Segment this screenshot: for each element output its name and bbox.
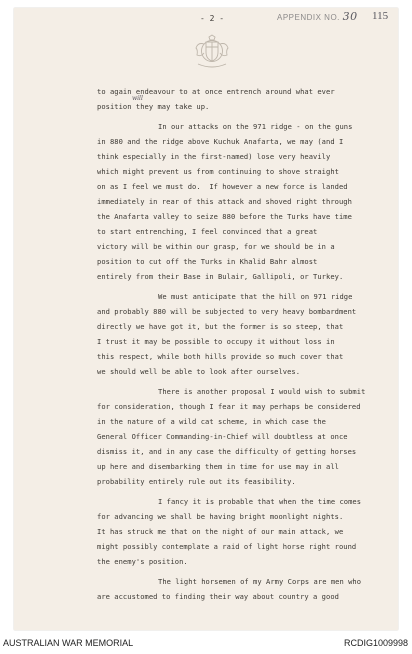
text-line: probability entirely rule out its feasibility.: [97, 477, 296, 486]
text-line: to again endeavour to at once entrench around what ever: [97, 87, 335, 96]
text-line: and probably 880 will be subjected to very heavy bombardment: [97, 307, 357, 316]
text-line: entirely from their Base in Bulair, Gallipoli, or Turkey.: [97, 272, 344, 281]
text-line: to start entrenching, I feel convinced that a great: [97, 227, 318, 236]
text-line: which might prevent us from continuing to shove straight: [97, 167, 339, 176]
text-line: think especially in the first-named) lose very heavily: [97, 152, 331, 161]
text-line: In our attacks on the 971 ridge - on the guns: [158, 122, 353, 131]
text-line: are accustomed to finding their way about country a good: [97, 592, 339, 601]
text-line: There is another proposal I would wish to submit: [158, 387, 366, 396]
text-line: this respect, while both hills provide so much cover that: [97, 352, 344, 361]
text-line: The light horsemen of my Army Corps are men who: [158, 577, 362, 586]
folio-number: 115: [372, 10, 389, 22]
text-line: I fancy it is probable that when the time comes: [158, 497, 362, 506]
text-line: on as I feel we must do. If however a new force is landed: [97, 182, 348, 191]
text-line: It has struck me that on the night of our main attack, we: [97, 527, 344, 536]
text-line: immediately in rear of this attack and shoved right through: [97, 197, 352, 206]
text-line: dismiss it, and in any case the difficulty of getting horses: [97, 447, 357, 456]
text-line: up here and disembarking them in time for use may in all: [97, 462, 339, 471]
text-line: for advancing we shall be having bright moonlight nights.: [97, 512, 344, 521]
text-line: position they may take up.: [97, 102, 210, 111]
appendix-stamp: [277, 10, 358, 23]
text-line: for consideration, though I fear it may perhaps be considered: [97, 402, 361, 411]
institution-label: AUSTRALIAN WAR MEMORIAL: [3, 638, 134, 648]
text-line: in 880 and the ridge above Kuchuk Anafarta, we may (and I: [97, 137, 344, 146]
text-line: position to cut off the Turks in Khalid Bahr almost: [97, 257, 318, 266]
text-line: I trust it may be possible to occupy it without loss in: [97, 337, 335, 346]
appendix-label: APPENDIX NO.: [277, 13, 340, 22]
text-line: We must anticipate that the hill on 971 ridge: [158, 292, 353, 301]
handwritten-insertion: will: [132, 95, 143, 102]
text-line: General Officer Commanding-in-Chief will doubtless at once: [97, 432, 348, 441]
page-marker: - 2 -: [200, 14, 225, 23]
record-id: RCDIG1009998: [343, 638, 408, 648]
text-line: directly we have got it, but the former is so steep, that: [97, 322, 344, 331]
text-line: victory will be within our grasp, for we should be in a: [97, 242, 335, 251]
text-line: might possibly contemplate a raid of light horse right round: [97, 542, 357, 551]
text-line: in the nature of a wild cat scheme, in which case the: [97, 417, 327, 426]
text-line: the Anafarta valley to seize 880 before the Turks have time: [97, 212, 352, 221]
appendix-number: 30: [342, 10, 358, 23]
text-line: the enemy's position.: [97, 557, 188, 566]
text-line: we should well be able to look after ourselves.: [97, 367, 301, 376]
coat-of-arms-icon: [190, 34, 234, 70]
